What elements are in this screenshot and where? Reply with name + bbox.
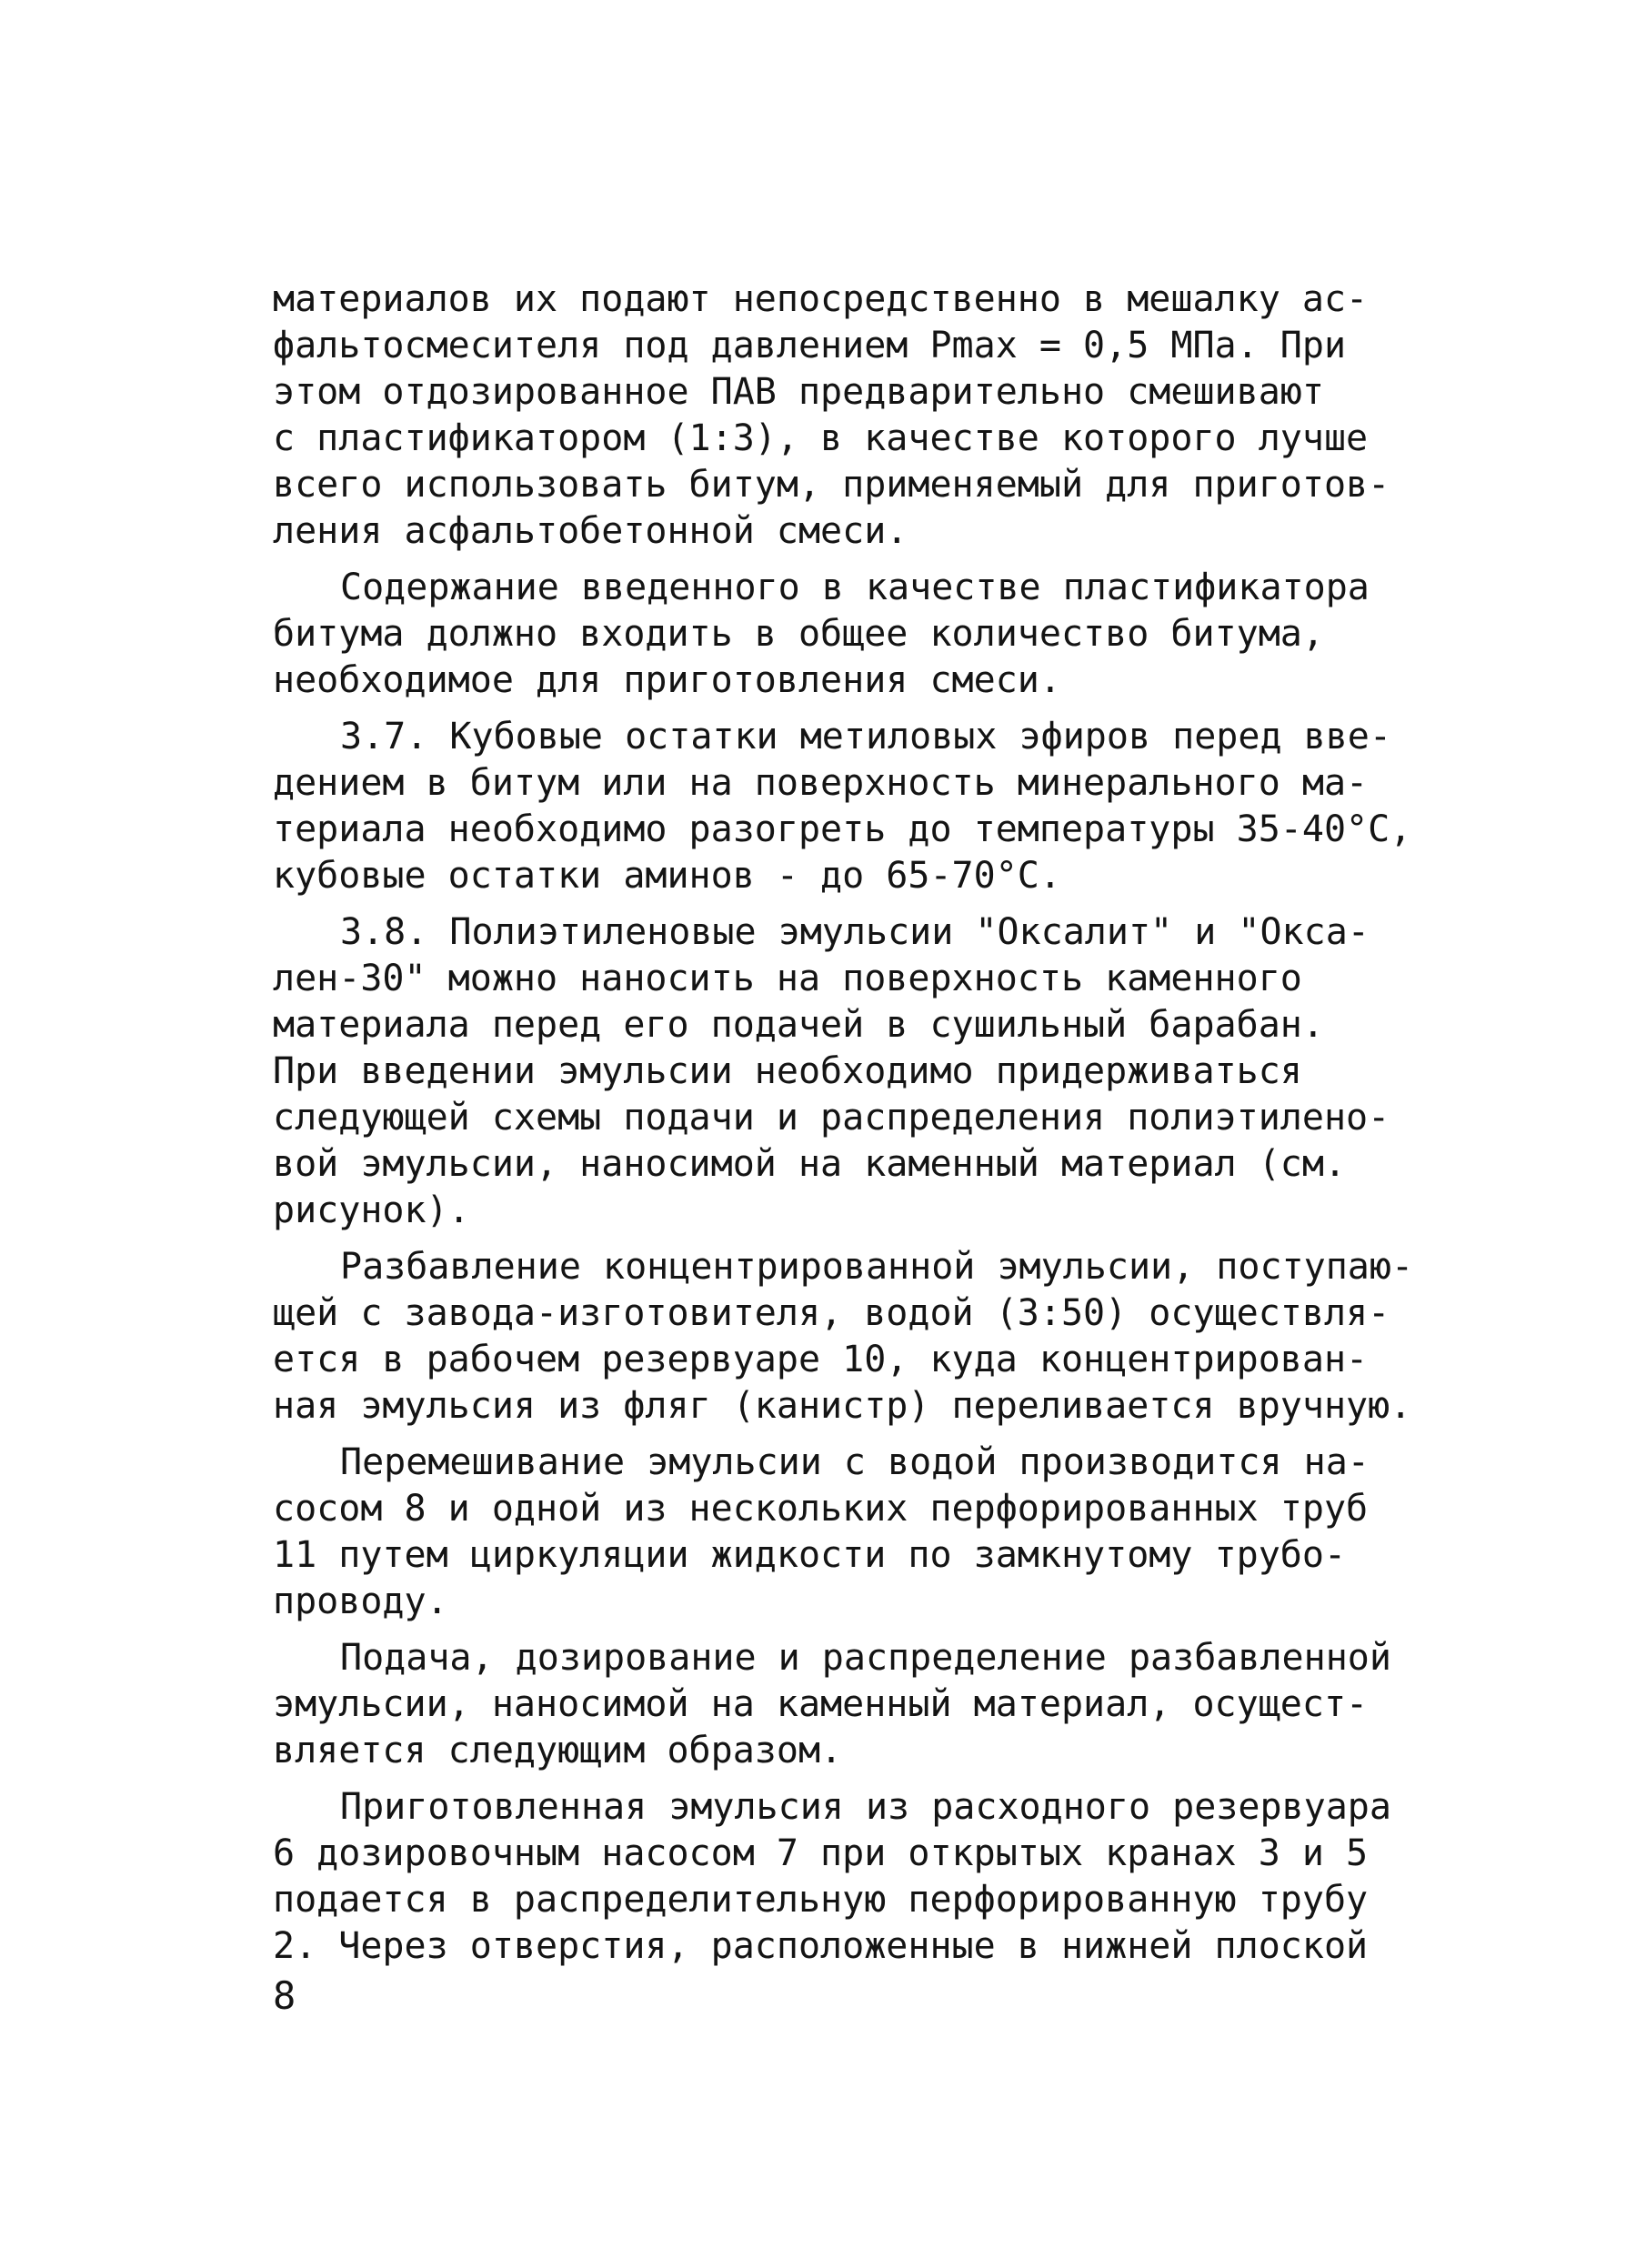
text-line: этом отдозированное ПАВ предварительно смешивают bbox=[273, 371, 1324, 413]
text-line: При введении эмульсии необходимо придерживаться bbox=[273, 1050, 1302, 1092]
paragraph-start-line: Приготовленная эмульсия из расходного резервуара bbox=[340, 1786, 1391, 1828]
text-line: материала перед его подачей в сушильный барабан. bbox=[273, 1004, 1324, 1046]
text-line: кубовые остатки аминов - до 65-70°С. bbox=[273, 855, 1061, 897]
text-line: ления асфальтобетонной смеси. bbox=[273, 510, 908, 552]
paragraph-start-line: Перемешивание эмульсии с водой производится на- bbox=[340, 1441, 1370, 1483]
text-line: ная эмульсия из фляг (канистр) переливается вручную. bbox=[273, 1385, 1412, 1427]
text-line: битума должно входить в общее количество битума, bbox=[273, 613, 1324, 655]
text-line: лен-30" можно наносить на поверхность каменного bbox=[273, 958, 1302, 999]
text-line: необходимое для приготовления смеси. bbox=[273, 659, 1061, 701]
text-line: следующей схемы подачи и распределения полиэтилено- bbox=[273, 1097, 1390, 1139]
text-line: рисунок). bbox=[273, 1189, 470, 1231]
section-3-8-line: 3.8. Полиэтиленовые эмульсии "Оксалит" и "Окса- bbox=[340, 911, 1370, 953]
text-line: сосом 8 и одной из нескольких перфорированных труб bbox=[273, 1488, 1369, 1530]
text-line: 2. Через отверстия, расположенные в нижней плоской bbox=[273, 1925, 1369, 1967]
section-3-7-line: 3.7. Кубовые остатки метиловых эфиров перед вве- bbox=[340, 716, 1391, 758]
text-line: ется в рабочем резервуаре 10, куда концентрирован- bbox=[273, 1339, 1369, 1380]
text-line: щей с завода-изготовителя, водой (3:50) осуществля- bbox=[273, 1292, 1390, 1334]
text-line: вой эмульсии, наносимой на каменный материал (см. bbox=[273, 1143, 1347, 1185]
text-line: 11 путем циркуляции жидкости по замкнутому трубо- bbox=[273, 1534, 1347, 1576]
text-line: эмульсии, наносимой на каменный материал, осущест- bbox=[273, 1683, 1369, 1725]
paragraph-start-line: Подача, дозирование и распределение разбавленной bbox=[340, 1637, 1391, 1679]
text-line: проводу. bbox=[273, 1581, 448, 1622]
body-text bbox=[273, 276, 1446, 1970]
text-line: териала необходимо разогреть до температуры 35-40°С, bbox=[273, 808, 1412, 850]
page-number: 8 bbox=[273, 1973, 296, 2018]
text-line: 6 дозировочным насосом 7 при открытых кранах 3 и 5 bbox=[273, 1832, 1369, 1874]
text-line: всего использовать битум, применяемый для приготов- bbox=[273, 464, 1390, 506]
paragraph-start-line: Разбавление концентрированной эмульсии, поступаю- bbox=[340, 1246, 1414, 1288]
text-line: подается в распределительную перфорированную трубу bbox=[273, 1879, 1369, 1921]
text-line: материалов их подают непосредственно в мешалку ас- bbox=[273, 278, 1369, 320]
text-line: вляется следующим образом. bbox=[273, 1730, 843, 1771]
text-line: фальтосмесителя под давлением Pmax = 0,5 МПа. При bbox=[273, 325, 1347, 366]
text-line: с пластификатором (1:3), в качестве которого лучше bbox=[273, 417, 1369, 459]
text-line: дением в битум или на поверхность минерального ма- bbox=[273, 762, 1369, 804]
paragraph-start-line: Содержание введенного в качестве пластификатора bbox=[340, 567, 1370, 608]
